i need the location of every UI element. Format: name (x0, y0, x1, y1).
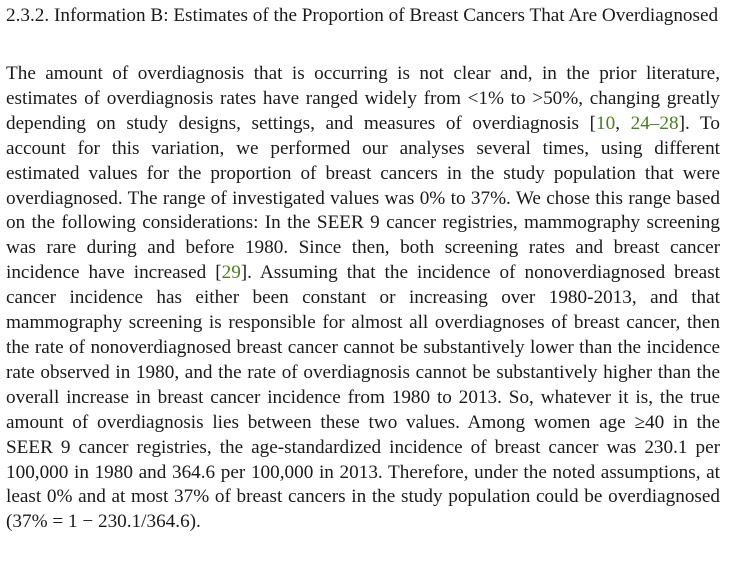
section-heading: 2.3.2. Information B: Estimates of the Proportion of Breast Cancers That Are Overdiagnosed (6, 5, 719, 26)
paragraph-text: The amount of overdiagnosis that is occurring is not clear and, in the prior literature, estimates of overdiagnosis rates have ranged widely from <1% to >50%, changing greatly depending on study designs, settings, and measures of overdiagnosis [ (6, 63, 720, 134)
article-page (6, 0, 720, 535)
paragraph-text: ]. Assuming that the incidence of nonoverdiagnosed breast cancer incidence has either been constant or increasing over 1980-2013, and that mammography screening is responsible for almost all overdiagnoses of breast cancer, then the rate of nonoverdiagnosed breast cancer cannot be substantively lower than the incidence rate observed in 1980, and the rate of overdiagnosis cannot be substantively higher than the overall increase in breast cancer incidence from 1980 to 2013. So, whatever it is, the true amount of overdiagnosis lies between these two values. Among women age ≥40 in the SEER 9 cancer registries, the age-standardized incidence of breast cancer was 230.1 per 100,000 in 1980 and 364.6 per 100,000 in 2013. Therefore, under the noted assumptions, at least 0% and at most 37% of breast cancers in the study population could be overdiagnosed (37% = 1 − 230.1/364.6). (6, 262, 720, 533)
paragraph-text: ]. To account for this variation, we performed our analyses several times, using different estimated values for the proportion of breast cancers in the study population that were overdiagnosed. The range of investigated values was 0% to 37%. We chose this range based on the following considerations: In the SEER 9 cancer registries, mammography screening was rare during and before 1980. Since then, both screening rates and breast cancer incidence have increased [ (6, 112, 720, 284)
body-paragraph (6, 62, 720, 535)
citation-link-10[interactable]: 10 (596, 112, 616, 134)
citation-link-29[interactable]: 29 (221, 262, 241, 284)
citation-link-24-28[interactable]: 24–28 (630, 112, 679, 134)
paragraph-text: , (615, 112, 631, 134)
